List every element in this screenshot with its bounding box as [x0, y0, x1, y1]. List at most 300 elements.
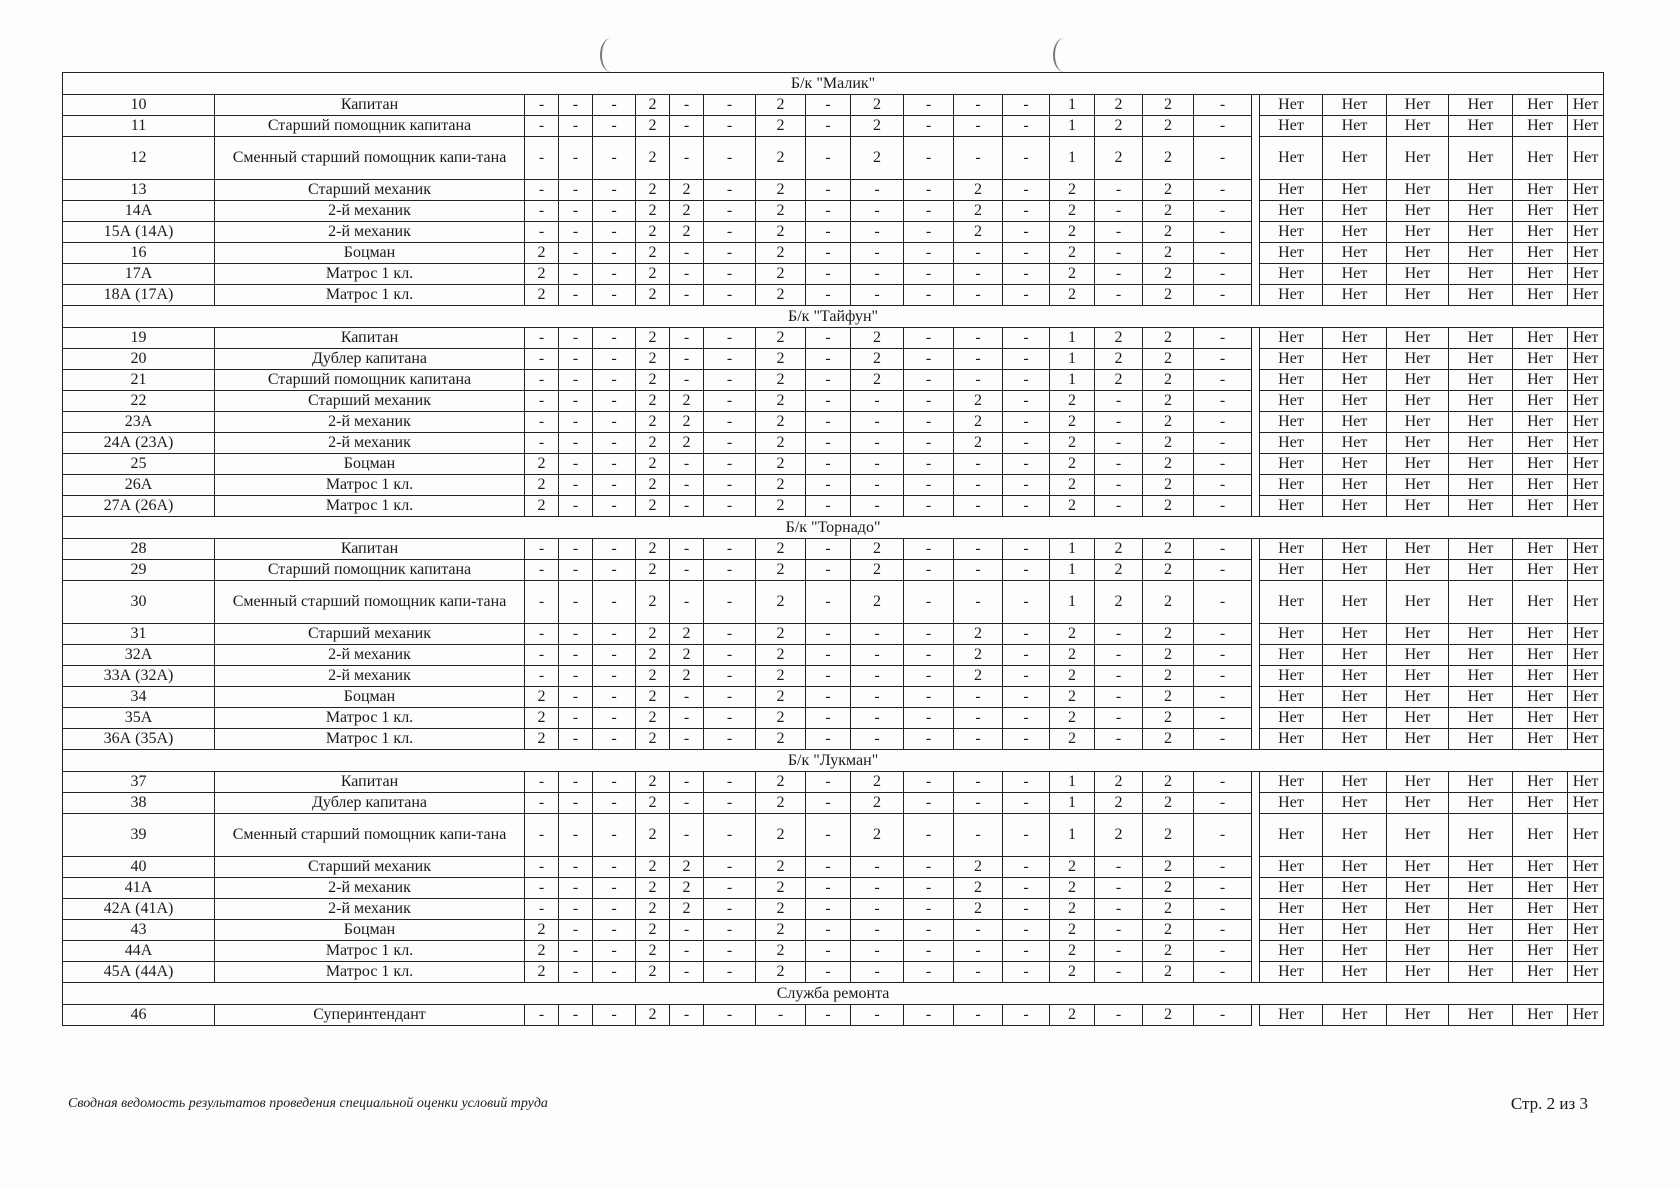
guarantee-cell: Нет [1323, 412, 1387, 433]
factor-class-cell: - [1194, 941, 1252, 962]
column-gap [1252, 857, 1260, 878]
guarantee-cell: Нет [1323, 1005, 1387, 1026]
table-body [63, 73, 1604, 1026]
factor-class-cell: - [670, 941, 704, 962]
factor-class-cell: - [670, 772, 704, 793]
factor-class-cell: - [904, 243, 954, 264]
workplace-number: 34 [63, 687, 215, 708]
guarantee-cell: Нет [1387, 772, 1449, 793]
factor-class-cell: - [851, 645, 904, 666]
table-row [63, 1005, 1604, 1026]
factor-class-cell: - [904, 962, 954, 983]
factor-class-cell: - [704, 560, 756, 581]
factor-class-cell: 2 [1050, 962, 1095, 983]
table-row [63, 772, 1604, 793]
guarantee-cell: Нет [1513, 729, 1568, 750]
factor-class-cell: 2 [1143, 475, 1194, 496]
factor-class-cell: - [904, 708, 954, 729]
binder-hole-mark [1053, 38, 1075, 72]
factor-class-cell: - [1095, 708, 1143, 729]
guarantee-cell: Нет [1387, 201, 1449, 222]
position-name: Дублер капитана [215, 349, 525, 370]
guarantee-cell: Нет [1260, 857, 1323, 878]
factor-class-cell: - [704, 328, 756, 349]
position-name: Дублер капитана [215, 793, 525, 814]
factor-class-cell: - [1194, 899, 1252, 920]
factor-class-cell: 2 [636, 539, 670, 560]
table-row [63, 116, 1604, 137]
factor-class-cell: - [806, 793, 851, 814]
factor-class-cell: 2 [636, 433, 670, 454]
guarantee-cell: Нет [1513, 116, 1568, 137]
workplace-number: 36А (35А) [63, 729, 215, 750]
guarantee-cell: Нет [1323, 137, 1387, 180]
factor-class-cell: - [806, 581, 851, 624]
factor-class-cell: - [593, 624, 636, 645]
factor-class-cell: - [704, 95, 756, 116]
factor-class-cell: - [851, 666, 904, 687]
guarantee-cell: Нет [1449, 645, 1513, 666]
factor-class-cell: - [559, 645, 593, 666]
factor-class-cell: 2 [1143, 264, 1194, 285]
factor-class-cell: 2 [1050, 412, 1095, 433]
guarantee-cell: Нет [1387, 433, 1449, 454]
workplace-number: 31 [63, 624, 215, 645]
guarantee-cell: Нет [1449, 222, 1513, 243]
factor-class-cell: - [559, 496, 593, 517]
factor-class-cell: - [593, 391, 636, 412]
guarantee-cell: Нет [1260, 814, 1323, 857]
factor-class-cell: - [1003, 243, 1050, 264]
section-title: Б/к "Торнадо" [63, 517, 1604, 539]
guarantee-cell: Нет [1568, 624, 1604, 645]
guarantee-cell: Нет [1387, 454, 1449, 475]
factor-class-cell: - [593, 814, 636, 857]
factor-class-cell: - [806, 328, 851, 349]
factor-class-cell: - [593, 581, 636, 624]
guarantee-cell: Нет [1323, 433, 1387, 454]
workplace-number: 27А (26А) [63, 496, 215, 517]
factor-class-cell: - [704, 264, 756, 285]
guarantee-cell: Нет [1323, 941, 1387, 962]
factor-class-cell: - [704, 137, 756, 180]
position-name: 2-й механик [215, 878, 525, 899]
factor-class-cell: - [851, 920, 904, 941]
guarantee-cell: Нет [1568, 814, 1604, 857]
factor-class-cell: - [559, 814, 593, 857]
factor-class-cell: 2 [670, 624, 704, 645]
factor-class-cell: - [806, 539, 851, 560]
guarantee-cell: Нет [1449, 814, 1513, 857]
factor-class-cell: 1 [1050, 116, 1095, 137]
column-gap [1252, 201, 1260, 222]
factor-class-cell: - [670, 137, 704, 180]
guarantee-cell: Нет [1323, 814, 1387, 857]
factor-class-cell: 2 [756, 391, 806, 412]
column-gap [1252, 328, 1260, 349]
factor-class-cell: - [954, 496, 1003, 517]
factor-class-cell: - [1003, 814, 1050, 857]
guarantee-cell: Нет [1568, 137, 1604, 180]
guarantee-cell: Нет [1513, 475, 1568, 496]
guarantee-cell: Нет [1513, 941, 1568, 962]
factor-class-cell: - [904, 95, 954, 116]
guarantee-cell: Нет [1449, 285, 1513, 306]
factor-class-cell: - [851, 454, 904, 475]
guarantee-cell: Нет [1568, 962, 1604, 983]
factor-class-cell: - [525, 560, 559, 581]
factor-class-cell: 1 [1050, 349, 1095, 370]
workplace-number: 37 [63, 772, 215, 793]
factor-class-cell: 2 [1050, 624, 1095, 645]
factor-class-cell: - [954, 581, 1003, 624]
factor-class-cell: - [904, 349, 954, 370]
factor-class-cell: - [559, 560, 593, 581]
factor-class-cell: - [1003, 391, 1050, 412]
factor-class-cell: 2 [636, 772, 670, 793]
factor-class-cell: - [559, 222, 593, 243]
guarantee-cell: Нет [1513, 349, 1568, 370]
factor-class-cell: - [806, 349, 851, 370]
factor-class-cell: - [525, 793, 559, 814]
guarantee-cell: Нет [1387, 878, 1449, 899]
factor-class-cell: - [904, 687, 954, 708]
factor-class-cell: 2 [1143, 201, 1194, 222]
factor-class-cell: - [704, 180, 756, 201]
factor-class-cell: 2 [756, 137, 806, 180]
factor-class-cell: 2 [1050, 222, 1095, 243]
guarantee-cell: Нет [1449, 687, 1513, 708]
guarantee-cell: Нет [1387, 116, 1449, 137]
guarantee-cell: Нет [1568, 180, 1604, 201]
factor-class-cell: 2 [1143, 666, 1194, 687]
factor-class-cell: - [851, 433, 904, 454]
column-gap [1252, 560, 1260, 581]
factor-class-cell: - [1095, 857, 1143, 878]
column-gap [1252, 349, 1260, 370]
guarantee-cell: Нет [1260, 1005, 1323, 1026]
position-name: Старший помощник капитана [215, 370, 525, 391]
factor-class-cell: - [954, 920, 1003, 941]
factor-class-cell: - [904, 645, 954, 666]
guarantee-cell: Нет [1449, 433, 1513, 454]
guarantee-cell: Нет [1449, 116, 1513, 137]
factor-class-cell: - [559, 729, 593, 750]
factor-class-cell: 2 [756, 962, 806, 983]
factor-class-cell: 2 [1050, 433, 1095, 454]
column-gap [1252, 95, 1260, 116]
factor-class-cell: 2 [851, 539, 904, 560]
factor-class-cell: 2 [756, 222, 806, 243]
position-name: Старший механик [215, 624, 525, 645]
factor-class-cell: - [806, 899, 851, 920]
factor-class-cell: 2 [756, 285, 806, 306]
factor-class-cell: 2 [670, 222, 704, 243]
factor-class-cell: - [1095, 920, 1143, 941]
section-title: Б/к "Малик" [63, 73, 1604, 95]
factor-class-cell: - [559, 920, 593, 941]
guarantee-cell: Нет [1568, 1005, 1604, 1026]
factor-class-cell: 1 [1050, 581, 1095, 624]
factor-class-cell: 2 [1143, 328, 1194, 349]
factor-class-cell: 2 [636, 454, 670, 475]
position-name: Матрос 1 кл. [215, 962, 525, 983]
factor-class-cell: - [806, 1005, 851, 1026]
factor-class-cell: 2 [636, 708, 670, 729]
factor-class-cell: 2 [525, 264, 559, 285]
guarantee-cell: Нет [1323, 857, 1387, 878]
guarantee-cell: Нет [1449, 793, 1513, 814]
column-gap [1252, 116, 1260, 137]
factor-class-cell: 2 [636, 624, 670, 645]
factor-class-cell: - [704, 857, 756, 878]
table-row [63, 666, 1604, 687]
guarantee-cell: Нет [1323, 264, 1387, 285]
factor-class-cell: 2 [756, 729, 806, 750]
guarantee-cell: Нет [1449, 391, 1513, 412]
factor-class-cell: - [904, 137, 954, 180]
guarantee-cell: Нет [1323, 180, 1387, 201]
factor-class-cell: - [1003, 581, 1050, 624]
column-gap [1252, 666, 1260, 687]
position-name: Старший помощник капитана [215, 560, 525, 581]
factor-class-cell: - [954, 328, 1003, 349]
guarantee-cell: Нет [1568, 433, 1604, 454]
factor-class-cell: - [806, 370, 851, 391]
factor-class-cell: - [1194, 878, 1252, 899]
factor-class-cell: - [904, 624, 954, 645]
guarantee-cell: Нет [1568, 349, 1604, 370]
binder-hole-mark [600, 38, 622, 72]
column-gap [1252, 962, 1260, 983]
factor-class-cell: 2 [525, 243, 559, 264]
table-row [63, 222, 1604, 243]
factor-class-cell: 1 [1050, 137, 1095, 180]
position-name: 2-й механик [215, 666, 525, 687]
position-name: Матрос 1 кл. [215, 941, 525, 962]
factor-class-cell: - [954, 814, 1003, 857]
guarantee-cell: Нет [1568, 793, 1604, 814]
table-row [63, 349, 1604, 370]
factor-class-cell: 2 [1095, 95, 1143, 116]
workplace-number: 13 [63, 180, 215, 201]
factor-class-cell: 1 [1050, 793, 1095, 814]
factor-class-cell: - [954, 1005, 1003, 1026]
factor-class-cell: 2 [1095, 581, 1143, 624]
factor-class-cell: - [559, 433, 593, 454]
guarantee-cell: Нет [1513, 899, 1568, 920]
guarantee-cell: Нет [1323, 95, 1387, 116]
guarantee-cell: Нет [1568, 222, 1604, 243]
factor-class-cell: - [593, 666, 636, 687]
guarantee-cell: Нет [1568, 687, 1604, 708]
guarantee-cell: Нет [1387, 624, 1449, 645]
factor-class-cell: - [704, 920, 756, 941]
factor-class-cell: - [1003, 95, 1050, 116]
factor-class-cell: 2 [1050, 264, 1095, 285]
factor-class-cell: - [806, 391, 851, 412]
guarantee-cell: Нет [1323, 243, 1387, 264]
factor-class-cell: 2 [1143, 941, 1194, 962]
factor-class-cell: 2 [756, 95, 806, 116]
factor-class-cell: - [806, 243, 851, 264]
factor-class-cell: - [904, 370, 954, 391]
factor-class-cell: 2 [525, 496, 559, 517]
table-row [63, 920, 1604, 941]
factor-class-cell: - [1194, 137, 1252, 180]
position-name: 2-й механик [215, 201, 525, 222]
factor-class-cell: 2 [636, 687, 670, 708]
factor-class-cell: 2 [851, 814, 904, 857]
factor-class-cell: 2 [954, 433, 1003, 454]
factor-class-cell: 2 [756, 475, 806, 496]
factor-class-cell: 2 [636, 560, 670, 581]
workplace-number: 43 [63, 920, 215, 941]
factor-class-cell: 2 [851, 560, 904, 581]
guarantee-cell: Нет [1513, 857, 1568, 878]
guarantee-cell: Нет [1387, 687, 1449, 708]
factor-class-cell: 2 [636, 349, 670, 370]
column-gap [1252, 370, 1260, 391]
factor-class-cell: - [806, 137, 851, 180]
factor-class-cell: 2 [636, 793, 670, 814]
factor-class-cell: - [904, 391, 954, 412]
guarantee-cell: Нет [1387, 349, 1449, 370]
factor-class-cell: - [1095, 687, 1143, 708]
guarantee-cell: Нет [1387, 496, 1449, 517]
table-row [63, 793, 1604, 814]
guarantee-cell: Нет [1513, 370, 1568, 391]
factor-class-cell: - [954, 475, 1003, 496]
workplace-number: 41А [63, 878, 215, 899]
factor-class-cell: 2 [636, 391, 670, 412]
factor-class-cell: 1 [1050, 539, 1095, 560]
factor-class-cell: - [1095, 243, 1143, 264]
factor-class-cell: 2 [636, 370, 670, 391]
column-gap [1252, 454, 1260, 475]
guarantee-cell: Нет [1449, 201, 1513, 222]
factor-class-cell: - [704, 962, 756, 983]
workplace-number: 18А (17А) [63, 285, 215, 306]
factor-class-cell: - [1194, 560, 1252, 581]
guarantee-cell: Нет [1513, 496, 1568, 517]
factor-class-cell: 2 [851, 137, 904, 180]
factor-class-cell: - [1194, 666, 1252, 687]
guarantee-cell: Нет [1449, 624, 1513, 645]
factor-class-cell: - [1095, 1005, 1143, 1026]
workplace-number: 45А (44А) [63, 962, 215, 983]
factor-class-cell: 2 [756, 412, 806, 433]
factor-class-cell: 2 [756, 201, 806, 222]
factor-class-cell: 2 [756, 243, 806, 264]
factor-class-cell: - [1194, 243, 1252, 264]
factor-class-cell: - [1003, 687, 1050, 708]
factor-class-cell: 2 [1050, 708, 1095, 729]
table-row [63, 391, 1604, 412]
table-row [63, 370, 1604, 391]
factor-class-cell: 2 [636, 666, 670, 687]
workplace-number: 30 [63, 581, 215, 624]
guarantee-cell: Нет [1449, 857, 1513, 878]
factor-class-cell: - [1003, 137, 1050, 180]
factor-class-cell: 2 [954, 180, 1003, 201]
guarantee-cell: Нет [1260, 708, 1323, 729]
factor-class-cell: - [1095, 454, 1143, 475]
factor-class-cell: - [806, 857, 851, 878]
guarantee-cell: Нет [1513, 814, 1568, 857]
guarantee-cell: Нет [1449, 412, 1513, 433]
guarantee-cell: Нет [1323, 645, 1387, 666]
factor-class-cell: - [806, 116, 851, 137]
guarantee-cell: Нет [1449, 920, 1513, 941]
guarantee-cell: Нет [1387, 645, 1449, 666]
position-name: Сменный старший помощник капи-тана [215, 137, 525, 180]
factor-class-cell: 2 [670, 645, 704, 666]
factor-class-cell: - [806, 560, 851, 581]
factor-class-cell: - [904, 560, 954, 581]
factor-class-cell: 2 [1143, 391, 1194, 412]
factor-class-cell: 2 [670, 666, 704, 687]
table-row [63, 560, 1604, 581]
factor-class-cell: - [1194, 793, 1252, 814]
factor-class-cell: 2 [756, 687, 806, 708]
factor-class-cell: 2 [1095, 772, 1143, 793]
factor-class-cell: 2 [1095, 539, 1143, 560]
guarantee-cell: Нет [1387, 666, 1449, 687]
guarantee-cell: Нет [1568, 391, 1604, 412]
factor-class-cell: - [904, 201, 954, 222]
position-name: 2-й механик [215, 222, 525, 243]
factor-class-cell: - [670, 814, 704, 857]
factor-class-cell: - [559, 412, 593, 433]
factor-class-cell: - [851, 243, 904, 264]
factor-class-cell: - [904, 222, 954, 243]
factor-class-cell: - [704, 391, 756, 412]
factor-class-cell: - [1095, 666, 1143, 687]
guarantee-cell: Нет [1323, 370, 1387, 391]
factor-class-cell: - [704, 412, 756, 433]
factor-class-cell: - [1194, 857, 1252, 878]
position-name: Капитан [215, 328, 525, 349]
factor-class-cell: 2 [1050, 729, 1095, 750]
factor-class-cell: 2 [1095, 328, 1143, 349]
factor-class-cell: - [559, 201, 593, 222]
factor-class-cell: - [525, 433, 559, 454]
factor-class-cell: - [851, 962, 904, 983]
guarantee-cell: Нет [1513, 793, 1568, 814]
factor-class-cell: 2 [636, 496, 670, 517]
factor-class-cell: 2 [636, 878, 670, 899]
guarantee-cell: Нет [1323, 222, 1387, 243]
table-row [63, 137, 1604, 180]
section-header-row [63, 73, 1604, 95]
column-gap [1252, 285, 1260, 306]
factor-class-cell: 2 [851, 370, 904, 391]
factor-class-cell: - [525, 814, 559, 857]
position-name: Суперинтендант [215, 1005, 525, 1026]
guarantee-cell: Нет [1387, 814, 1449, 857]
guarantee-cell: Нет [1323, 581, 1387, 624]
factor-class-cell: 2 [954, 645, 1003, 666]
factor-class-cell: - [851, 412, 904, 433]
guarantee-cell: Нет [1260, 116, 1323, 137]
guarantee-cell: Нет [1449, 878, 1513, 899]
factor-class-cell: 2 [954, 878, 1003, 899]
factor-class-cell: - [593, 687, 636, 708]
guarantee-cell: Нет [1260, 285, 1323, 306]
section-header-row [63, 517, 1604, 539]
factor-class-cell: - [806, 878, 851, 899]
